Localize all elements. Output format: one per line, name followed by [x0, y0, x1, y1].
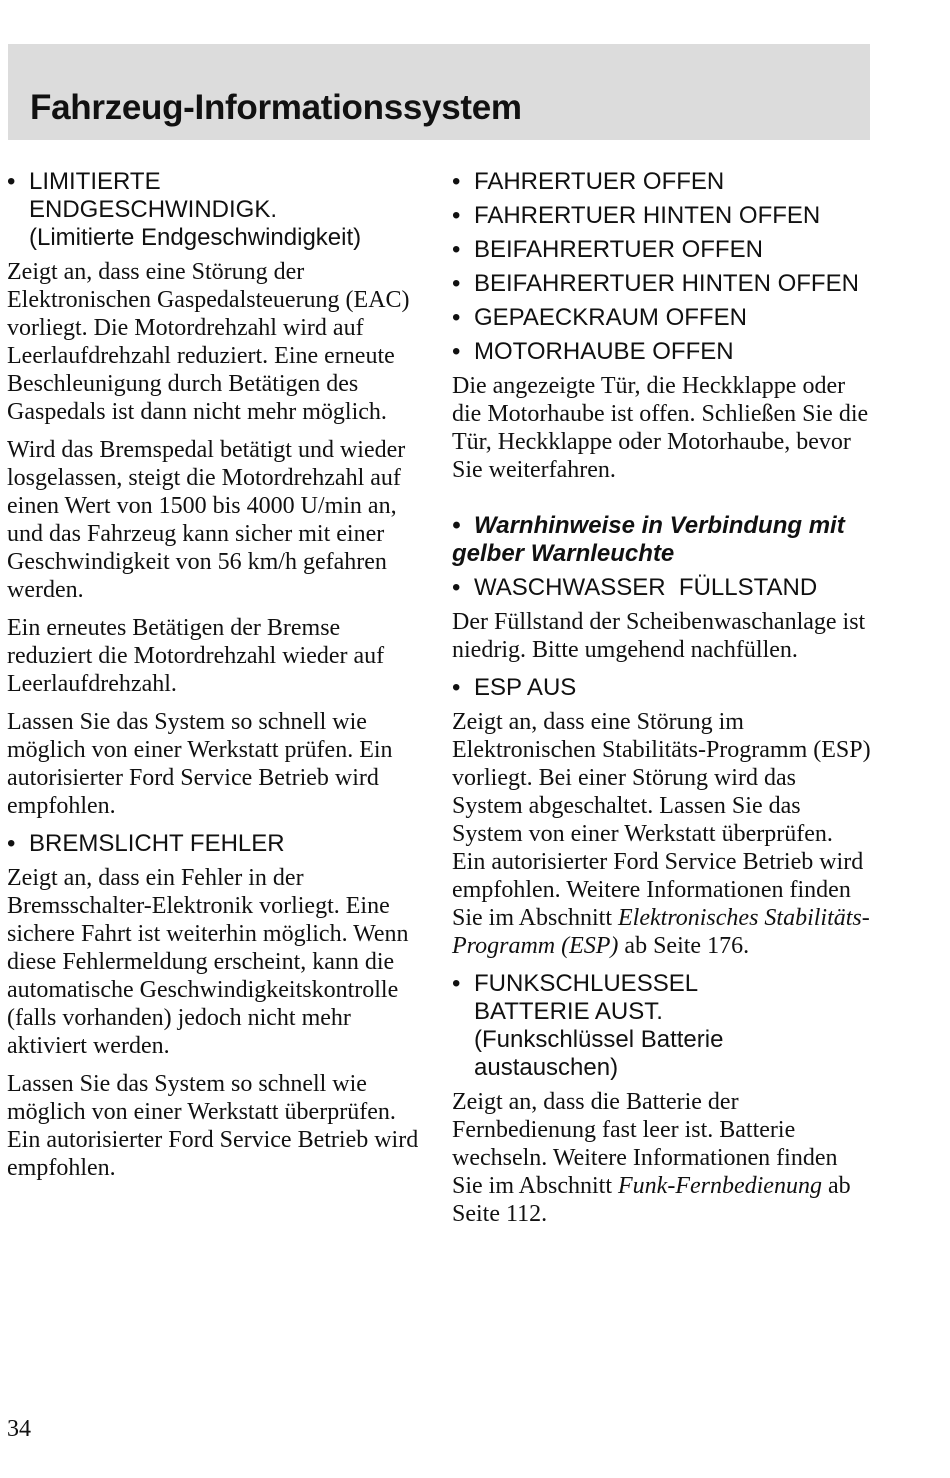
bullet-icon: • [452, 338, 461, 365]
bullet-icon: • [452, 202, 461, 229]
bullet-icon: • [7, 830, 16, 857]
bullet-icon: • [452, 674, 461, 701]
item-line: ENDGESCHWINDIGK. [29, 196, 278, 223]
list-item-brake-light [7, 830, 425, 858]
list-item-key-battery [452, 970, 872, 1082]
paragraph: Wird das Bremspedal betätigt und wieder losgelassen, steigt die Motordrehzahl auf einen Wert von 1500 bis 4000 U/min an, und das Fahrzeug kann sicher mit einer Geschwindigkeit von 56 km/h gefahren werden. [7, 437, 406, 603]
bullet-icon: • [7, 168, 16, 195]
left-column [7, 168, 425, 1192]
list-item-door [452, 168, 872, 196]
bullet-icon: • [452, 970, 461, 997]
page-number: 34 [7, 1416, 31, 1442]
item-label: FAHRERTUER HINTEN OFFEN [474, 202, 821, 229]
paragraph: Der Füllstand der Scheibenwaschanlage ist niedrig. Bitte umgehend nachfüllen. [452, 609, 866, 663]
warning-heading [452, 512, 872, 568]
item-label: BREMSLICHT FEHLER [29, 830, 285, 857]
item-line: BATTERIE AUST. [474, 998, 663, 1025]
paragraph: Lassen Sie das System so schnell wie möglich von einer Werkstatt überprüfen. Ein autorisierter Ford Service Betrieb wird empfohlen. [7, 1071, 419, 1181]
bullet-icon: • [452, 236, 461, 263]
list-item-door [452, 270, 872, 298]
bullet-icon: • [452, 270, 461, 297]
bullet-icon: • [452, 304, 461, 331]
item-label: BEIFAHRERTUER OFFEN [474, 236, 763, 263]
paragraph: Ein erneutes Betätigen der Bremse reduziert die Motordrehzahl wieder auf Leerlaufdrehzahl. [7, 615, 385, 697]
item-label: MOTORHAUBE OFFEN [474, 338, 734, 365]
item-label: BEIFAHRERTUER HINTEN OFFEN [474, 270, 859, 297]
list-item-door [452, 338, 872, 366]
text: ab Seite 176. [618, 933, 750, 959]
item-line: (Limitierte Endgeschwindigkeit) [29, 224, 362, 251]
paragraph-esp [452, 708, 872, 960]
text: Zeigt an, dass eine Störung im Elektronischen Stabilitäts-Programm (ESP) vorliegt. Bei einer Störung wird das System abgeschaltet. Lassen Sie das System von einer Werkstatt überprüfen. Ein autorisierter Ford Service Betrieb wird empfohlen. Weitere Informationen finden Sie im Abschnitt [452, 709, 871, 931]
paragraph: Lassen Sie das System so schnell wie möglich von einer Werkstatt prüfen. Ein autorisierter Ford Service Betrieb wird empfohlen. [7, 709, 393, 819]
list-item-door [452, 202, 872, 230]
text: ab Seite 112. [452, 1173, 851, 1227]
list-item-washer-fluid [452, 574, 872, 602]
paragraph: Zeigt an, dass eine Störung der Elektronischen Gaspedalsteuerung (EAC) vorliegt. Die Motordrehzahl wird auf Leerlaufdrehzahl reduziert. Eine erneute Beschleunigung durch Betätigen des Gaspedals ist dann nicht mehr möglich. [7, 259, 410, 425]
list-item-door [452, 236, 872, 264]
list-item-esp-off [452, 674, 872, 702]
list-item-limited-speed [7, 168, 425, 252]
paragraph-key [452, 1088, 872, 1228]
item-label: GEPAECKRAUM OFFEN [474, 304, 747, 331]
item-label: WASCHWASSER FÜLLSTAND [474, 574, 818, 601]
item-label: ESP AUS [474, 674, 577, 701]
cross-reference: Funk-Fernbedienung [618, 1173, 822, 1199]
right-column [452, 168, 872, 1238]
bullet-icon: • [452, 574, 461, 601]
warning-heading-text: Warnhinweise in Verbindung mit gelber Warnleuchte [452, 512, 845, 567]
item-label: FAHRERTUER OFFEN [474, 168, 725, 195]
item-line: (Funkschlüssel Batterie austauschen) [474, 1026, 724, 1081]
list-item-door [452, 304, 872, 332]
text: Zeigt an, dass die Batterie der Fernbedienung fast leer ist. Batterie wechseln. Weitere Informationen finden Sie im Abschnitt [452, 1089, 838, 1199]
spacer [452, 494, 872, 512]
item-line: LIMITIERTE [29, 168, 161, 195]
page-title: Fahrzeug-Informationssystem [30, 88, 522, 127]
cross-reference: Elektronisches Stabilitäts-Programm (ESP) [452, 905, 870, 959]
bullet-icon: • [452, 512, 461, 539]
item-line: FUNKSCHLUESSEL [474, 970, 699, 997]
paragraph: Die angezeigte Tür, die Heckklappe oder die Motorhaube ist offen. Schließen Sie die Tür, Heckklappe oder Motorhaube, bevor Sie weiterfahren. [452, 373, 869, 483]
bullet-icon: • [452, 168, 461, 195]
paragraph: Zeigt an, dass ein Fehler in der Bremsschalter-Elektronik vorliegt. Eine sichere Fahrt ist weiterhin möglich. Wenn diese Fehlermeldung erscheint, kann die automatische Geschwindigkeitskontrolle (falls vorhanden) jedoch nicht mehr aktiviert werden. [7, 865, 409, 1059]
